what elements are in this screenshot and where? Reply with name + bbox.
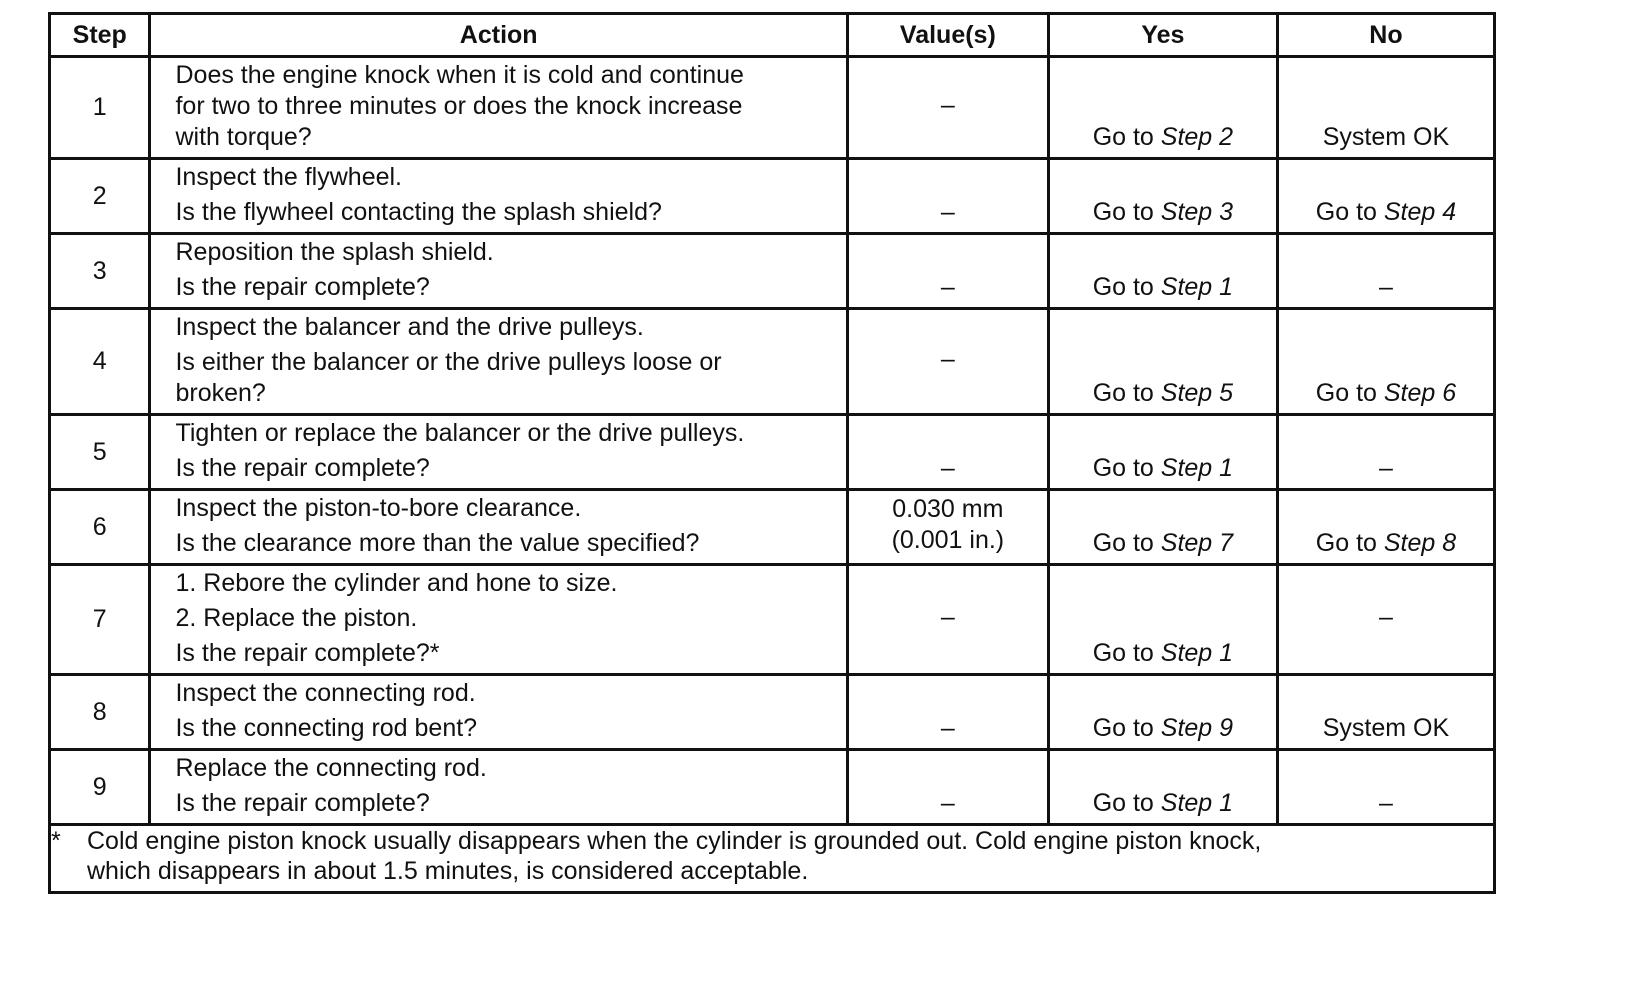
- no-prefix: Go to: [1315, 529, 1384, 557]
- action-line: 2. Replace the piston.: [175, 604, 418, 632]
- value-line: –: [940, 345, 955, 373]
- no-cell: [1277, 750, 1494, 825]
- yes-step-ref: Step 2: [1160, 123, 1234, 151]
- value-line: –: [940, 91, 955, 119]
- footnote-line: Cold engine piston knock usually disappears when the cylinder is grounded out. Cold engine piston knock,: [87, 827, 1262, 855]
- action-cell: [150, 57, 847, 159]
- value-cell: [847, 565, 1048, 675]
- no-prefix: Go to: [1315, 379, 1384, 407]
- header-step: Step: [50, 14, 150, 57]
- action-line: Is the repair complete?: [175, 273, 430, 301]
- no-cell: [1277, 565, 1494, 675]
- yes-step-ref: Step 7: [1160, 529, 1234, 557]
- yes-prefix: Go to: [1092, 639, 1161, 667]
- action-cell: [150, 159, 847, 234]
- no-step-ref: Step 8: [1383, 529, 1457, 557]
- header-values: Value(s): [847, 14, 1048, 57]
- action-line: Is the repair complete?*: [175, 639, 440, 667]
- yes-cell: [1048, 415, 1277, 490]
- action-line: Is the repair complete?: [175, 454, 430, 482]
- table-row: [50, 234, 1495, 309]
- yes-prefix: Go to: [1092, 379, 1161, 407]
- yes-step-ref: Step 1: [1160, 273, 1234, 301]
- yes-cell: [1048, 309, 1277, 415]
- yes-prefix: Go to: [1092, 198, 1161, 226]
- no-cell: [1277, 159, 1494, 234]
- action-cell: [150, 675, 847, 750]
- step-number: 5: [50, 415, 150, 490]
- action-line: Reposition the splash shield.: [175, 238, 494, 266]
- yes-step-ref: Step 1: [1160, 789, 1234, 817]
- footnote-mark: *: [51, 827, 61, 855]
- step-number: 6: [50, 490, 150, 565]
- header-yes: Yes: [1048, 14, 1277, 57]
- value-cell: [847, 159, 1048, 234]
- action-line: Does the engine knock when it is cold and continue: [175, 61, 744, 89]
- action-line: for two to three minutes or does the knock increase: [175, 92, 743, 120]
- no-cell: [1277, 675, 1494, 750]
- action-cell: [150, 309, 847, 415]
- header-action: Action: [150, 14, 847, 57]
- step-number: 9: [50, 750, 150, 825]
- no-step-ref: Step 6: [1383, 379, 1457, 407]
- yes-prefix: Go to: [1092, 273, 1161, 301]
- yes-step-ref: Step 1: [1160, 639, 1234, 667]
- step-number: 8: [50, 675, 150, 750]
- value-cell: [847, 490, 1048, 565]
- action-cell: [150, 490, 847, 565]
- value-line: –: [940, 603, 955, 631]
- value-line: (0.001 in.): [891, 526, 1005, 554]
- table-body: [50, 57, 1495, 893]
- header-no: No: [1277, 14, 1494, 57]
- yes-prefix: Go to: [1092, 789, 1161, 817]
- action-cell: [150, 415, 847, 490]
- yes-prefix: Go to: [1092, 529, 1161, 557]
- action-cell: [150, 565, 847, 675]
- action-cell: [150, 234, 847, 309]
- yes-cell: [1048, 159, 1277, 234]
- step-number: 2: [50, 159, 150, 234]
- value-cell: [847, 234, 1048, 309]
- action-line: broken?: [175, 379, 266, 407]
- yes-step-ref: Step 9: [1160, 714, 1234, 742]
- no-cell: [1277, 234, 1494, 309]
- action-line: Inspect the balancer and the drive pulleys.: [175, 313, 644, 341]
- diagnostic-table: [48, 12, 1496, 894]
- yes-cell: [1048, 565, 1277, 675]
- action-line: Inspect the connecting rod.: [175, 679, 476, 707]
- action-line: Is the clearance more than the value specified?: [175, 529, 700, 557]
- yes-prefix: Go to: [1092, 714, 1161, 742]
- action-line: Inspect the piston-to-bore clearance.: [175, 494, 582, 522]
- value-cell: [847, 750, 1048, 825]
- no-text: System OK: [1322, 714, 1450, 742]
- yes-step-ref: Step 5: [1160, 379, 1234, 407]
- table-row: [50, 750, 1495, 825]
- yes-cell: [1048, 490, 1277, 565]
- table-row: [50, 309, 1495, 415]
- value-line: –: [940, 198, 955, 226]
- value-cell: [847, 675, 1048, 750]
- value-cell: [847, 57, 1048, 159]
- no-text: –: [1379, 273, 1393, 301]
- table-row: [50, 565, 1495, 675]
- action-line: Tighten or replace the balancer or the drive pulleys.: [175, 419, 745, 447]
- action-line: Is the connecting rod bent?: [175, 714, 478, 742]
- action-cell: [150, 750, 847, 825]
- yes-cell: [1048, 750, 1277, 825]
- value-line: 0.030 mm: [892, 495, 1004, 523]
- action-line: Is the flywheel contacting the splash shield?: [175, 198, 662, 226]
- table-row: [50, 675, 1495, 750]
- action-line: Is either the balancer or the drive pulleys loose or: [175, 348, 722, 376]
- no-text: –: [1379, 789, 1393, 817]
- footnote: [50, 825, 1495, 893]
- value-cell: [847, 415, 1048, 490]
- no-prefix: Go to: [1315, 198, 1384, 226]
- yes-prefix: Go to: [1092, 454, 1161, 482]
- value-line: –: [940, 454, 955, 482]
- no-text: –: [1379, 454, 1393, 482]
- no-cell: [1277, 490, 1494, 565]
- value-line: –: [940, 714, 955, 742]
- yes-prefix: Go to: [1092, 123, 1161, 151]
- action-line: with torque?: [175, 123, 312, 151]
- no-text: System OK: [1322, 123, 1450, 151]
- table-row: [50, 415, 1495, 490]
- yes-step-ref: Step 1: [1160, 454, 1234, 482]
- yes-step-ref: Step 3: [1160, 198, 1234, 226]
- yes-cell: [1048, 675, 1277, 750]
- step-number: 7: [50, 565, 150, 675]
- table-header-row: [50, 14, 1495, 57]
- table-row: [50, 57, 1495, 159]
- table-row: [50, 490, 1495, 565]
- action-line: 1. Rebore the cylinder and hone to size.: [175, 569, 618, 597]
- footnote-line: which disappears in about 1.5 minutes, is considered acceptable.: [87, 857, 809, 885]
- no-cell: [1277, 57, 1494, 159]
- step-number: 4: [50, 309, 150, 415]
- no-cell: [1277, 309, 1494, 415]
- step-number: 1: [50, 57, 150, 159]
- yes-cell: [1048, 57, 1277, 159]
- footnote-text: [87, 826, 1493, 886]
- yes-cell: [1048, 234, 1277, 309]
- no-cell: [1277, 415, 1494, 490]
- no-text: –: [1379, 603, 1393, 631]
- action-line: Replace the connecting rod.: [175, 754, 487, 782]
- value-cell: [847, 309, 1048, 415]
- no-step-ref: Step 4: [1383, 198, 1457, 226]
- footnote-row: [50, 825, 1495, 893]
- action-line: Is the repair complete?: [175, 789, 430, 817]
- value-line: –: [940, 789, 955, 817]
- table-row: [50, 159, 1495, 234]
- step-number: 3: [50, 234, 150, 309]
- action-line: Inspect the flywheel.: [175, 163, 402, 191]
- value-line: –: [940, 273, 955, 301]
